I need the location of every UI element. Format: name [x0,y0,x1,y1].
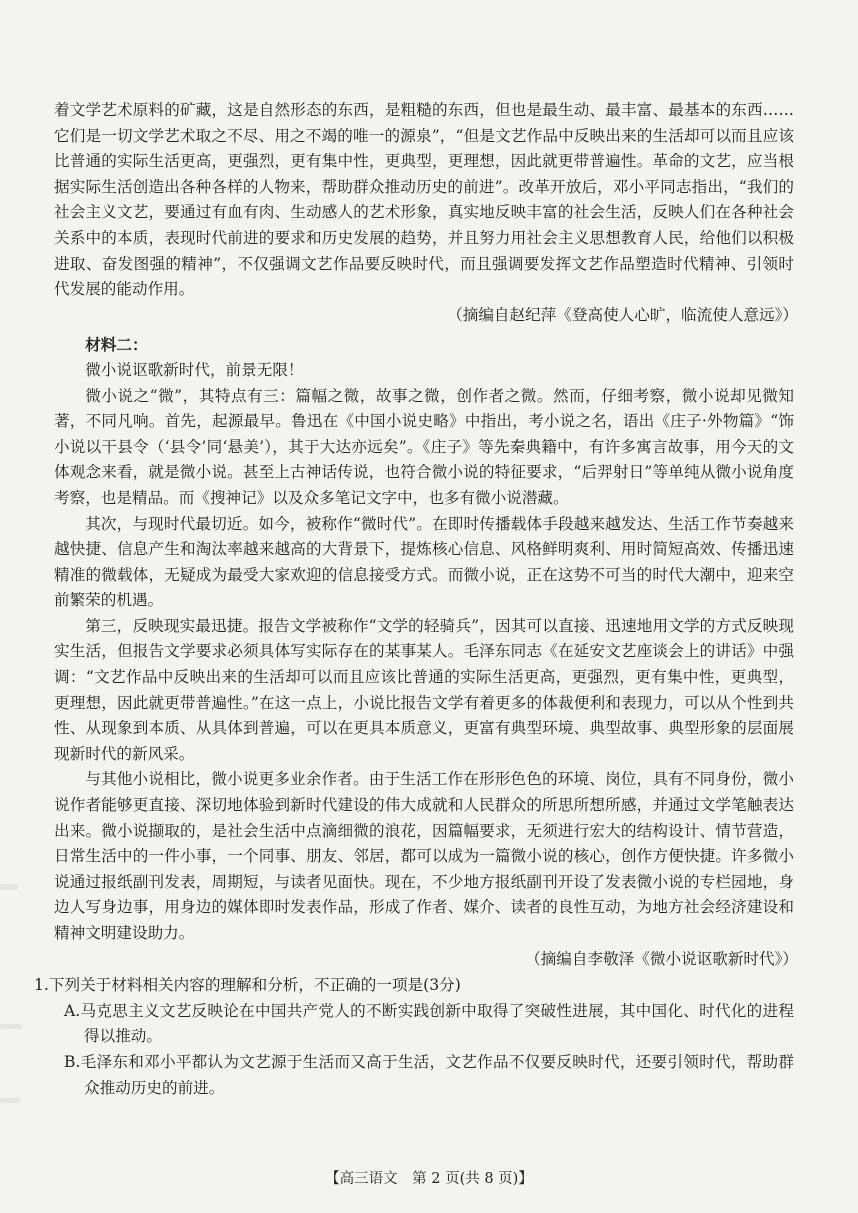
scan-shadow-mark [0,884,18,890]
attribution-1: （摘编自赵纪萍《登高使人心旷，临流使人意远》） [447,305,798,324]
question-1-stem: 1.下列关于材料相关内容的理解和分析，不正确的一项是(3分) [34,976,461,995]
page-footer: 【高三语文 第 2 页(共 8 页)】 [325,1171,533,1187]
material-2-title: 材料二： [85,335,148,355]
paragraph: 与其他小说相比，微小说更多业余作者。由于生活工作在形形色色的环境、岗位，具有不同身份，微小说作者能够更直接、深切地体验到新时代建设的伟大成就和人民群众的所思所想所感，并通过文学笔触表达出来。微小说撷取的，是社会生活中点滴细微的浪花，因篇幅要求，无须进行宏大的结构设计、情节营造，日常生活中的一件小事，一个同事、朋友、邻居，都可以成为一篇微小说的核心，创作方便快捷。许多微小说通过报纸副刊发表，周期短，与读者见面快。现在，不少地方报纸副刊开设了发表微小说的专栏园地，身边人写身边事，用身边的媒体即时发表作品，形成了作者、媒介、读者的良性互动，为地方社会经济建设和精神文明建设助力。 [54,770,794,942]
paragraph-continued: 着文学艺术原料的矿藏，这是自然形态的东西，是粗糙的东西，但也是最生动、最丰富、最基本的东西……它们是一切文学艺术取之不尽、用之不竭的唯一的源泉”，“但是文艺作品中反映出来的生活却可以而且应该比普通的实际生活更高，更强烈，更有集中性，更典型，更理想，因此就更带普遍性。革命的文艺，应当根据实际生活创造出各种各样的人物来，帮助群众推动历史的前进”。改革开放后，邓小平同志指出，“我们的社会主义文艺，要通过有血有肉、生动感人的艺术形象，真实地反映丰富的社会生活，反映人们在各种社会关系中的本质，表现时代前进的要求和历史发展的趋势，并且努力用社会主义思想教育人民，给他们以积极进取、奋发图强的精神”，不仅强调文艺作品要反映时代，而且强调要发挥文艺作品塑造时代精神、引领时代发展的能动作用。 [54,101,794,299]
scan-shadow-mark [0,1098,20,1103]
paragraph: 第三，反映现实最迅捷。报告文学被称作“文学的轻骑兵”，因其可以直接、迅速地用文学的方式反映现实生活，但报告文学要求必须具体写实际存在的某事某人。毛泽东同志《在延安文艺座谈会上的讲话》中强调：“文艺作品中反映出来的生活却可以而且应该比普通的实际生活更高，更强烈，更有集中性，更典型，更理想，因此就更带普遍性。”在这一点上，小说比报告文学有着更多的体裁便利和表现力，可以从个性到共性、从现象到本质、从具体到普遍，可以在更具本质意义，更富有典型环境、典型故事、典型形象的层面展现新时代的新风采。 [54,616,794,763]
question-1-option-b: B.毛泽东和邓小平都认为文艺源于生活而又高于生活，文艺作品不仅要反映时代，还要引领时代，帮助群众推动历史的前进。 [64,1052,794,1097]
article-body [34,98,798,1101]
material-2-subtitle: 微小说讴歌新时代，前景无限！ [85,360,304,379]
question-1-option-a: A.马克思主义文艺反映论在中国共产党人的不断实践创新中取得了突破性进展，其中国化、时代化的进程得以推动。 [64,1001,794,1046]
paragraph: 其次，与现时代最切近。如今，被称作“微时代”。在即时传播载体手段越来越发达、生活工作节奏越来越快捷、信息产生和淘汰率越来越高的大背景下，提炼核心信息、风格鲜明爽利、用时简短高效、传播迅速精准的微载体，无疑成为最受大家欢迎的信息接受方式。而微小说，正在这势不可当的时代大潮中，迎来空前繁荣的机遇。 [54,514,794,610]
paragraph: 微小说之“微”，其特点有三：篇幅之微，故事之微，创作者之微。然而，仔细考察，微小说却见微知著，不同凡响。首先，起源最早。鲁迅在《中国小说史略》中指出，考小说之名，语出《庄子·外物篇》“饰小说以干县令（‘县令’同‘悬美’），其于大达亦远矣”。《庄子》等先秦典籍中，有许多寓言故事，用今天的文体观念来看，就是微小说。甚至上古神话传说，也符合微小说的特征要求，“后羿射日”等单纯从微小说角度考察，也是精品。而《搜神记》以及众多笔记文字中，也多有微小说潜藏。 [54,386,794,507]
scan-shadow-mark [0,1024,22,1029]
attribution-2: （摘编自李敬泽《微小说讴歌新时代》） [525,949,798,968]
